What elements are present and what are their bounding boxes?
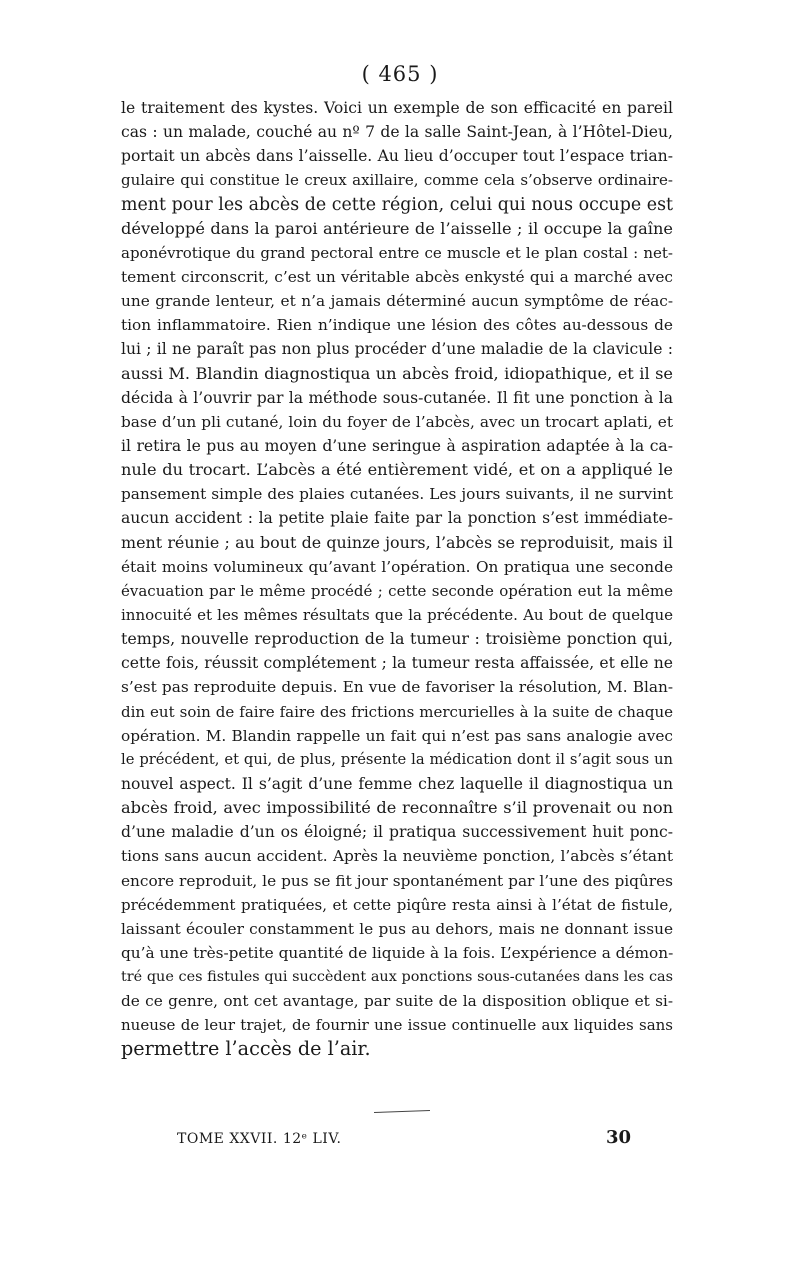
text-line: temps, nouvelle reproduction de la tumeur : troisième ponction qui, bbox=[121, 629, 673, 649]
section-separator bbox=[374, 1110, 430, 1113]
text-line: opération. M. Blandin rappelle un fait qui n’est pas sans analogie avec bbox=[121, 726, 673, 745]
text-line: aucun accident : la petite plaie faite par la ponction s’est immédiate- bbox=[121, 509, 673, 528]
text-line: encore reproduit, le pus se fit jour spontanément par l’une des piqûres bbox=[121, 871, 673, 890]
text-line: gulaire qui constitue le creux axillaire, comme cela s’observe ordinaire- bbox=[121, 171, 673, 190]
text-line: tré que ces fistules qui succèdent aux ponctions sous-cutanées dans les cas bbox=[121, 969, 673, 986]
text-line: aponévrotique du grand pectoral entre ce muscle et le plan costal : net- bbox=[121, 243, 673, 262]
text-line: qu’à une très-petite quantité de liquide à la fois. L’expérience a démon- bbox=[121, 943, 674, 962]
text-line: cette fois, réussit complétement ; la tumeur resta affaissée, et elle ne bbox=[121, 654, 673, 673]
text-line: cas : un malade, couché au nº 7 de la salle Saint-Jean, à l’Hôtel-Dieu, bbox=[121, 123, 673, 142]
text-line: lui ; il ne paraît pas non plus procéder d’une maladie de la clavicule : bbox=[121, 340, 673, 359]
text-line: tement circonscrit, c’est un véritable abcès enkysté qui a marché avec bbox=[121, 267, 673, 286]
text-line: ment réunie ; au bout de quinze jours, l’abcès se reproduisit, mais il bbox=[121, 532, 673, 552]
text-line: était moins volumineux qu’avant l’opération. On pratiqua une seconde bbox=[121, 557, 673, 576]
text-line: portait un abcès dans l’aisselle. Au lieu d’occuper tout l’espace trian- bbox=[121, 147, 673, 166]
text-line: pansement simple des plaies cutanées. Les jours suivants, il ne survint bbox=[121, 485, 673, 504]
text-line: développé dans la paroi antérieure de l’aisselle ; il occupe la gaîne bbox=[121, 218, 673, 238]
text-line: nule du trocart. L’abcès a été entièrement vidé, et on a appliqué le bbox=[121, 460, 673, 480]
text-line: d’une maladie d’un os éloigné; il pratiqua successivement huit ponc- bbox=[121, 823, 673, 842]
text-line: ment pour les abcès de cette région, celui qui nous occupe est bbox=[121, 194, 673, 215]
text-line: tions sans aucun accident. Après la neuvième ponction, l’abcès s’étant bbox=[121, 847, 673, 866]
text-line: base d’un pli cutané, loin du foyer de l’abcès, avec un trocart aplati, et bbox=[121, 412, 673, 431]
text-line: nouvel aspect. Il s’agit d’une femme chez laquelle il diagnostiqua un bbox=[121, 774, 673, 793]
text-line: de ce genre, ont cet avantage, par suite de la disposition oblique et si- bbox=[121, 992, 673, 1011]
signature-mark: TOME XXVII. 12ᵉ LIV. bbox=[177, 1131, 342, 1147]
text-line: din eut soin de faire faire des frictions mercurielles à la suite de chaque bbox=[121, 702, 673, 721]
text-line: abcès froid, avec impossibilité de reconnaître s’il provenait ou non bbox=[121, 798, 673, 818]
body-text bbox=[121, 96, 673, 1062]
text-line: évacuation par le même procédé ; cette seconde opération eut la même bbox=[121, 581, 673, 600]
text-line: aussi M. Blandin diagnostiqua un abcès froid, idiopathique, et il se bbox=[121, 363, 673, 383]
text-line: décida à l’ouvrir par la méthode sous-cutanée. Il fit une ponction à la bbox=[121, 388, 673, 407]
text-line: il retira le pus au moyen d’une seringue à aspiration adaptée à la ca- bbox=[121, 436, 673, 455]
text-line: tion inflammatoire. Rien n’indique une lésion des côtes au-dessous de bbox=[121, 316, 673, 335]
text-line: s’est pas reproduite depuis. En vue de favoriser la résolution, M. Blan- bbox=[121, 678, 673, 697]
page-number: ( 465 ) bbox=[361, 62, 439, 86]
signature-number: 30 bbox=[606, 1127, 632, 1148]
text-line: une grande lenteur, et n’a jamais déterminé aucun symptôme de réac- bbox=[121, 292, 673, 311]
text-line: le précédent, et qui, de plus, présente la médication dont il s’agit sous un bbox=[121, 750, 673, 768]
text-line: laissant écouler constamment le pus au dehors, mais ne donnant issue bbox=[121, 919, 673, 938]
text-line: précédemment pratiquées, et cette piqûre resta ainsi à l’état de fistule, bbox=[121, 895, 673, 914]
text-line-last: permettre l’accès de l’air. bbox=[121, 1037, 371, 1061]
text-line: le traitement des kystes. Voici un exemple de son efficacité en pareil bbox=[121, 99, 673, 117]
text-line: nueuse de leur trajet, de fournir une issue continuelle aux liquides sans bbox=[121, 1016, 673, 1035]
text-line: innocuité et les mêmes résultats que la précédente. Au bout de quelque bbox=[121, 605, 673, 624]
